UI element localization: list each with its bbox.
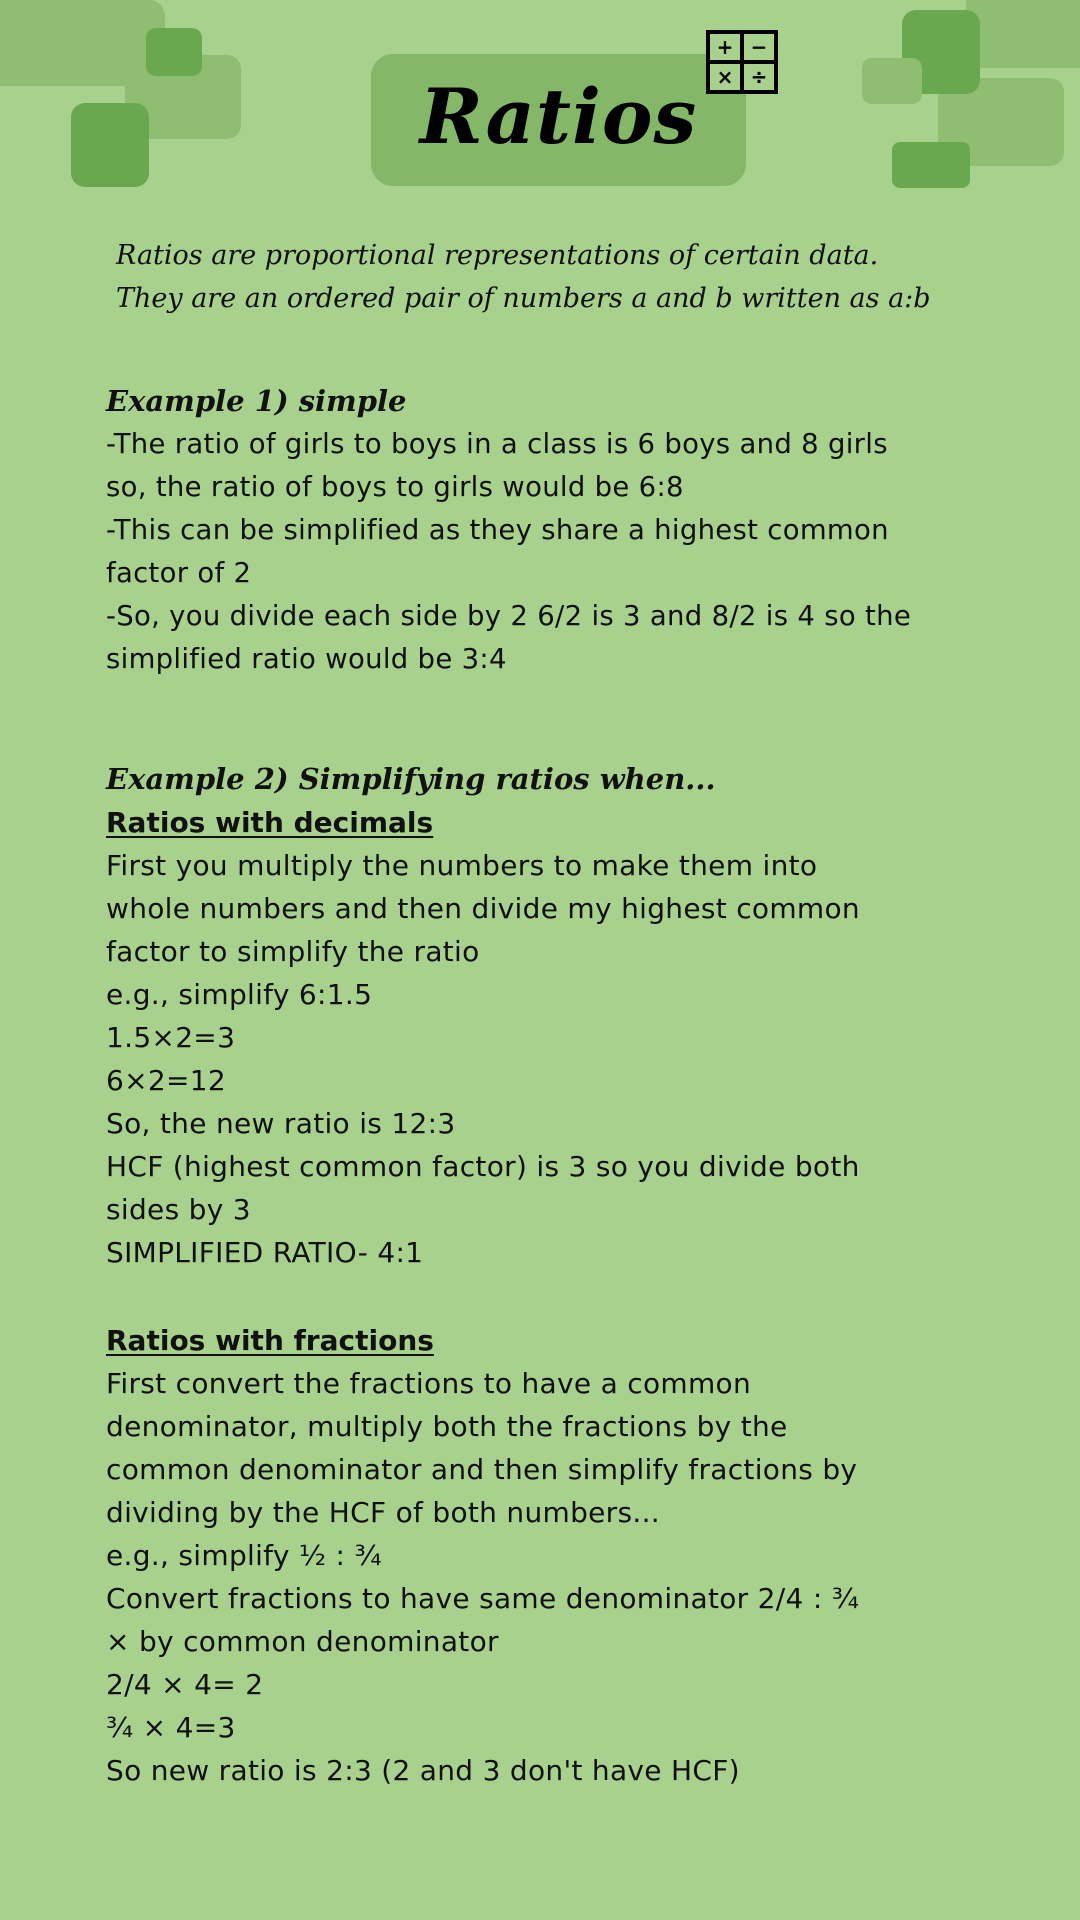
example-1: [106, 380, 1006, 681]
decor-shape: [892, 142, 970, 188]
decor-shape: [146, 28, 202, 76]
minus-icon: −: [744, 34, 774, 60]
example-2: [106, 758, 1006, 1274]
fractions-line: ¾ × 4=3: [106, 1711, 236, 1744]
decimals-line: So, the new ratio is 12:3: [106, 1107, 456, 1140]
fractions-line: 2/4 × 4= 2: [106, 1668, 264, 1701]
fractions-subheading: Ratios with fractions: [106, 1324, 434, 1357]
calculator-icon: [706, 30, 778, 94]
decimals-line: e.g., simplify 6:1.5: [106, 978, 373, 1011]
example-1-line: -This can be simplified as they share a highest common: [106, 514, 889, 546]
decimals-line: First you multiply the numbers to make them into: [106, 849, 818, 882]
example-1-heading: Example 1) simple: [106, 384, 407, 418]
decimals-line: sides by 3: [106, 1193, 251, 1226]
decimals-line: HCF (highest common factor) is 3 so you divide both: [106, 1150, 860, 1183]
example-2-heading: Example 2) Simplifying ratios when...: [106, 762, 716, 796]
times-icon: ×: [710, 64, 740, 90]
decor-shape: [966, 0, 1080, 68]
fractions-line: denominator, multiply both the fractions by the: [106, 1410, 788, 1443]
fractions-section: [106, 1319, 1006, 1792]
fractions-line: common denominator and then simplify fractions by: [106, 1453, 858, 1486]
intro-line: Ratios are proportional representations of certain data.: [116, 240, 879, 271]
page-title: Ratios: [419, 72, 698, 161]
fractions-line: Convert fractions to have same denominator 2/4 : ¾: [106, 1582, 860, 1615]
decimals-line: 6×2=12: [106, 1064, 226, 1097]
intro-line: They are an ordered pair of numbers a and b written as a:b: [116, 283, 931, 314]
decimals-subheading: Ratios with decimals: [106, 806, 434, 839]
plus-icon: +: [710, 34, 740, 60]
fractions-line: First convert the fractions to have a common: [106, 1367, 752, 1400]
example-1-line: -The ratio of girls to boys in a class is 6 boys and 8 girls: [106, 428, 888, 460]
divide-icon: ÷: [744, 64, 774, 90]
decor-shape: [862, 58, 922, 104]
intro-text: [116, 234, 1016, 320]
example-1-line: simplified ratio would be 3:4: [106, 643, 507, 675]
fractions-line: × by common denominator: [106, 1625, 499, 1658]
fractions-line: e.g., simplify ½ : ¾: [106, 1539, 382, 1572]
decimals-line: whole numbers and then divide my highest common: [106, 892, 860, 925]
decimals-line: 1.5×2=3: [106, 1021, 236, 1054]
fractions-line: So new ratio is 2:3 (2 and 3 don't have HCF): [106, 1754, 740, 1787]
decor-shape: [71, 103, 149, 187]
example-1-line: -So, you divide each side by 2 6/2 is 3 and 8/2 is 4 so the: [106, 600, 912, 632]
example-1-line: so, the ratio of boys to girls would be 6:8: [106, 471, 684, 503]
fractions-line: dividing by the HCF of both numbers...: [106, 1496, 660, 1529]
decimals-line: SIMPLIFIED RATIO- 4:1: [106, 1236, 424, 1269]
example-1-line: factor of 2: [106, 557, 252, 589]
decimals-line: factor to simplify the ratio: [106, 935, 480, 968]
